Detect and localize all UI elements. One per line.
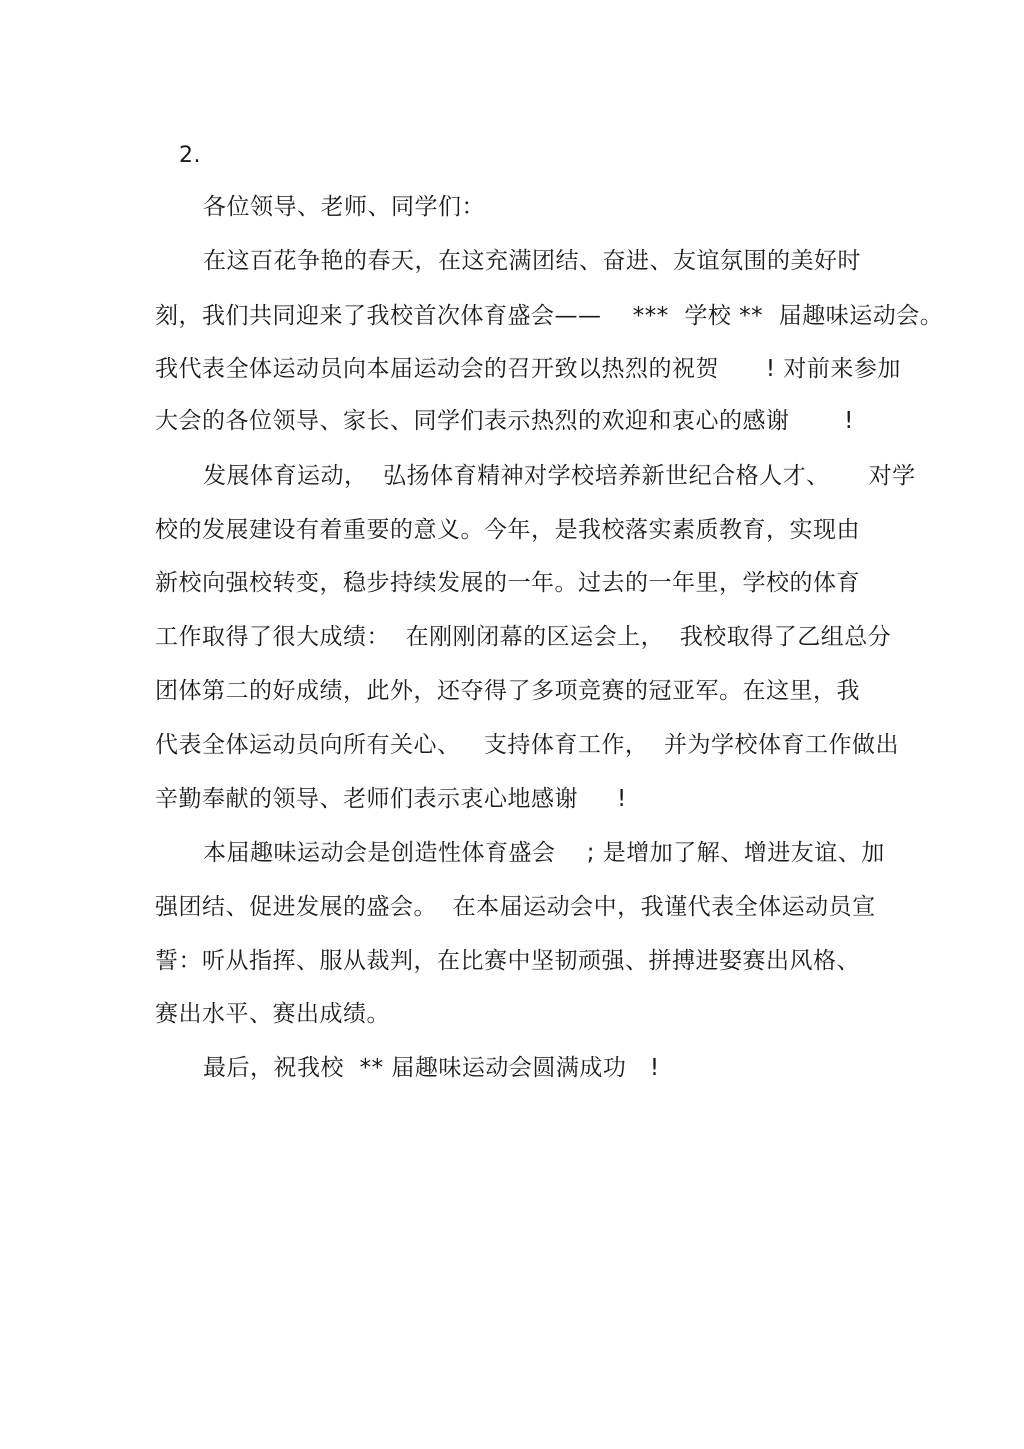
section-number: 2. [179, 143, 201, 168]
closing-line: 最后，祝我校 ** 届趣味运动会圆满成功 ! [203, 1055, 660, 1081]
salutation: 各位领导、老师、同学们： [203, 194, 485, 220]
paragraph-3-line-4: 赛出水平、赛出成绩。 [155, 1001, 390, 1027]
paragraph-2-line-5: 团体第二的好成绩，此外，还夺得了多项竞赛的冠亚军。在这里，我 [155, 678, 860, 704]
paragraph-2-line-2: 校的发展建设有着重要的意义。今年，是我校落实素质教育，实现由 [155, 517, 860, 543]
paragraph-2-line-1: 发展体育运动， 弘扬体育精神对学校培养新世纪合格人才、 对学 [203, 463, 916, 489]
paragraph-3-line-2: 强团结、促进发展的盛会。 在本届运动会中，我谨代表全体运动员宣 [155, 894, 876, 920]
paragraph-2-line-6: 代表全体运动员向所有关心、 支持体育工作， 并为学校体育工作做出 [155, 732, 900, 758]
paragraph-1-line-4: 大会的各位领导、家长、同学们表示热烈的欢迎和衷心的感谢 ! [155, 408, 854, 434]
paragraph-2-line-4: 工作取得了很大成绩： 在刚刚闭幕的区运会上， 我校取得了乙组总分 [155, 624, 892, 650]
paragraph-1-line-2: 刻，我们共同迎来了我校首次体育盛会—— *** 学校 ** 届趣味运动会。 [155, 303, 944, 329]
paragraph-1-line-3: 我代表全体运动员向本届运动会的召开致以热烈的祝贺 ! 对前来参加 [155, 356, 901, 382]
paragraph-1-line-1: 在这百花争艳的春天，在这充满团结、奋进、友谊氛围的美好时 [203, 248, 861, 274]
paragraph-2-line-7: 辛勤奉献的领导、老师们表示衷心地感谢 ! [155, 786, 627, 812]
paragraph-2-line-3: 新校向强校转变，稳步持续发展的一年。过去的一年里，学校的体育 [155, 570, 860, 596]
paragraph-3-line-1: 本届趣味运动会是创造性体育盛会 ; 是增加了解、增进友谊、加 [203, 840, 885, 866]
paragraph-3-line-3: 誓：听从指挥、服从裁判，在比赛中坚韧顽强、拼搏进娶赛出风格、 [155, 948, 860, 974]
